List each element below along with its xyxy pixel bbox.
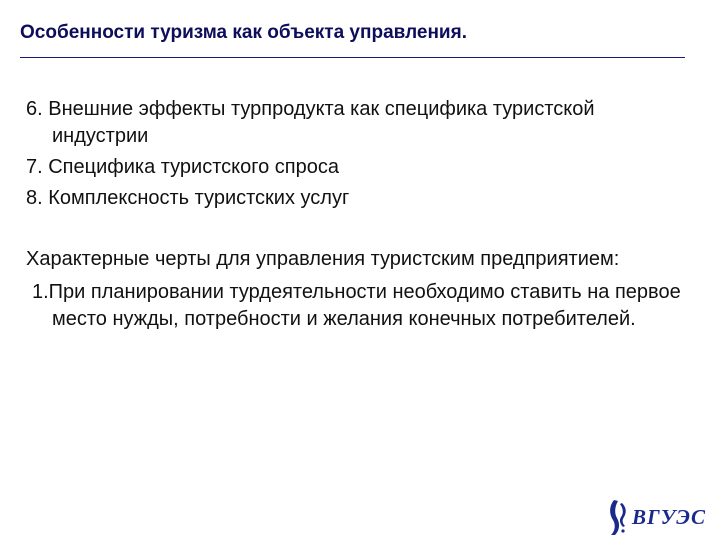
list-item: 7. Специфика туристского спроса: [26, 156, 339, 178]
university-logo: [606, 498, 706, 538]
logo-text: ВГУЭС: [632, 505, 706, 529]
slide-title: Особенности туризма как объекта управления.: [20, 22, 467, 43]
sub-item: 1.При планировании турдеятельности необходимо ставить на первое место нужды, потребности и желания конечных потребителей.: [32, 281, 681, 330]
section-heading: Характерные черты для управления туристским предприятием:: [26, 248, 620, 270]
list-item: 6. Внешние эффекты турпродукта как специфика туристской индустрии: [26, 98, 595, 147]
title-divider: [20, 57, 685, 58]
emblem-icon: [606, 498, 628, 536]
list-item: 8. Комплексность туристских услуг: [26, 187, 350, 209]
slide-content: [26, 96, 696, 333]
